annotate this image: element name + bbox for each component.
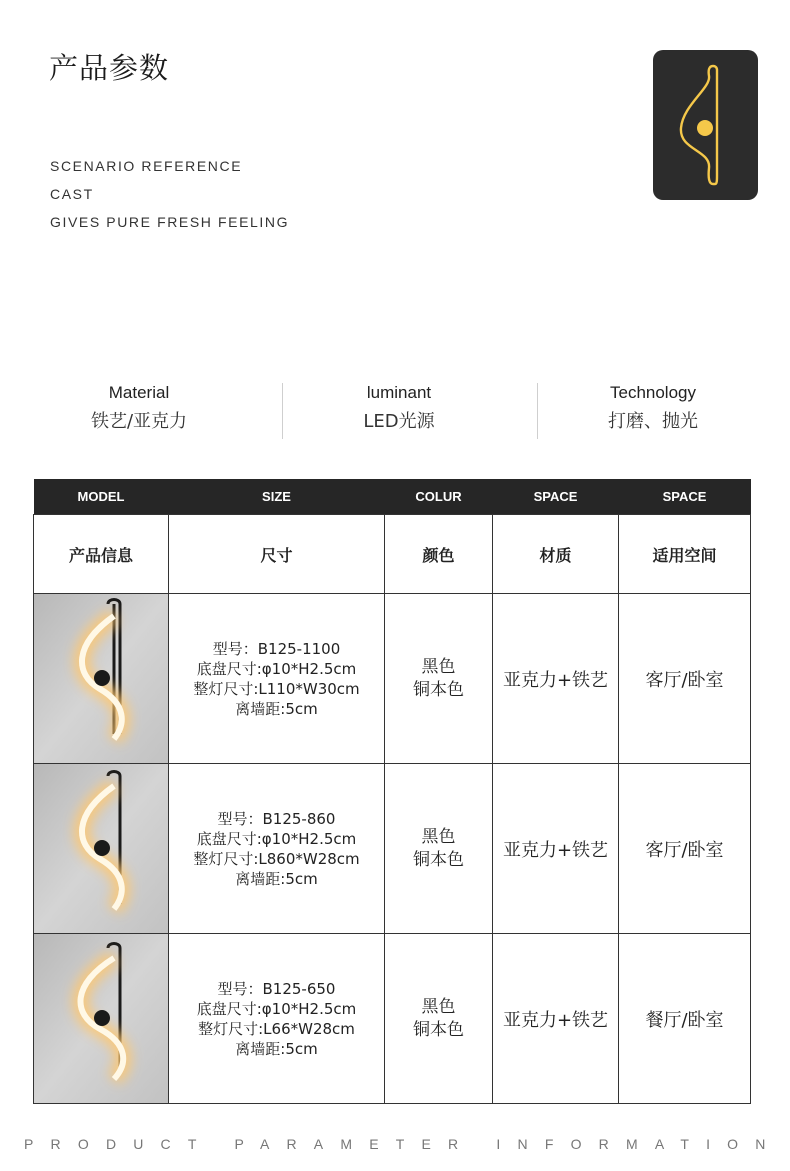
wall-distance: 离墙距:5cm (235, 869, 318, 888)
space-cell: 客厅/卧室 (619, 594, 751, 764)
table-row (34, 594, 751, 764)
color-2: 铜本色 (413, 849, 464, 870)
spec-technology-en: Technology (609, 383, 696, 402)
base-size: 底盘尺寸:φ10*H2.5cm (196, 829, 357, 848)
subheader-space: 适用空间 (619, 515, 751, 594)
header-space: SPACE (493, 479, 619, 515)
size-cell (169, 764, 385, 934)
model-number: 型号：B125-860 (217, 809, 336, 828)
whole-size: 整灯尺寸:L860*W28cm (193, 849, 360, 868)
subheader-size: 尺寸 (169, 515, 385, 594)
header-size: SIZE (169, 479, 385, 515)
size-cell (169, 594, 385, 764)
color-2: 铜本色 (413, 679, 464, 700)
model-number: 型号：B125-1100 (212, 639, 341, 658)
table-row (34, 764, 751, 934)
whole-size: 整灯尺寸:L110*W30cm (193, 679, 360, 698)
table-row (34, 934, 751, 1104)
spec-luminant-en: luminant (366, 383, 432, 402)
spec-technology (563, 380, 743, 434)
size-cell (169, 934, 385, 1104)
subheader-material: 材质 (493, 515, 619, 594)
footer-caption: PRODUCT PARAMETER INFORMATION (24, 1136, 783, 1152)
wall-lamp-photo-icon (34, 594, 169, 763)
product-image (34, 934, 169, 1104)
lamp-logo-icon (653, 50, 758, 200)
product-image (34, 594, 169, 764)
spec-material-en: Material (108, 383, 170, 402)
color-2: 铜本色 (413, 1019, 464, 1040)
spec-material (49, 380, 229, 434)
subtitle-line-2: CAST (50, 186, 94, 202)
color-1: 黑色 (421, 826, 456, 847)
spec-technology-cn: 打磨、抛光 (608, 411, 698, 432)
spec-luminant (309, 380, 489, 434)
wall-lamp-photo-icon (34, 934, 169, 1103)
space-cell: 客厅/卧室 (619, 764, 751, 934)
spec-summary (0, 380, 790, 442)
color-cell (385, 764, 493, 934)
color-1: 黑色 (421, 656, 456, 677)
spec-material-cn: 铁艺/亚克力 (90, 411, 188, 432)
model-number: 型号：B125-650 (217, 979, 336, 998)
base-size: 底盘尺寸:φ10*H2.5cm (196, 659, 357, 678)
subtitle-line-3: GIVES PURE FRESH FEELING (50, 214, 290, 230)
wall-lamp-photo-icon (34, 764, 169, 933)
divider (282, 383, 283, 439)
page-title: 产品参数 (49, 51, 170, 85)
subheader-color: 颜色 (385, 515, 493, 594)
divider (537, 383, 538, 439)
table-subheader-row (34, 515, 751, 594)
material-cell: 亚克力+铁艺 (493, 594, 619, 764)
header-space-2: SPACE (619, 479, 751, 515)
header-colour: COLUR (385, 479, 493, 515)
parameter-table (33, 479, 751, 1104)
base-size: 底盘尺寸:φ10*H2.5cm (196, 999, 357, 1018)
subtitle-line-1: SCENARIO REFERENCE (50, 158, 243, 174)
product-image (34, 764, 169, 934)
spec-luminant-cn: LED光源 (363, 411, 435, 432)
wall-distance: 离墙距:5cm (235, 1039, 318, 1058)
header-model: MODEL (34, 479, 169, 515)
color-cell (385, 934, 493, 1104)
material-cell: 亚克力+铁艺 (493, 934, 619, 1104)
color-cell (385, 594, 493, 764)
brand-logo (653, 50, 758, 200)
wall-distance: 离墙距:5cm (235, 699, 318, 718)
table-header-row (34, 479, 751, 515)
subheader-product-info: 产品信息 (34, 515, 169, 594)
whole-size: 整灯尺寸:L66*W28cm (198, 1019, 355, 1038)
space-cell: 餐厅/卧室 (619, 934, 751, 1104)
material-cell: 亚克力+铁艺 (493, 764, 619, 934)
color-1: 黑色 (421, 996, 456, 1017)
